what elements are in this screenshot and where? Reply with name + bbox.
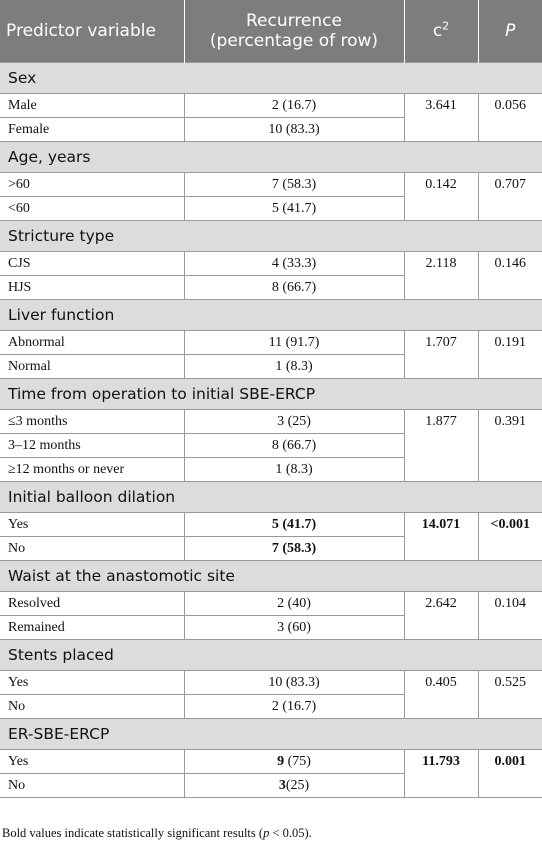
recurrence-percent: (75) [284,753,311,769]
table-body [0,63,542,798]
p-value: 0.191 [478,331,542,379]
row-label: No [0,537,184,561]
row-label: 3–12 months [0,434,184,458]
header-chi-base: c [432,21,443,41]
p-value: 0.391 [478,410,542,482]
p-value: 0.001 [478,750,542,798]
recurrence-value: 10 (83.3) [184,118,404,142]
table-header-row [0,0,542,63]
footnote-suffix: < 0.05). [269,826,312,840]
row-label: Resolved [0,592,184,616]
group-row [0,63,542,94]
row-label: Yes [0,671,184,695]
header-recurrence [184,0,404,63]
recurrence-value: 3 (25) [184,410,404,434]
table-row [0,410,542,434]
row-label: Yes [0,750,184,774]
group-title: Time from operation to initial SBE-ERCP [0,379,542,410]
group-row [0,719,542,750]
recurrence-count: 3 [278,777,286,793]
recurrence-value: 2 (16.7) [184,94,404,118]
recurrence-value: 2 (16.7) [184,695,404,719]
recurrence-value: 5 (41.7) [184,513,404,537]
recurrence-value: 8 (66.7) [184,276,404,300]
row-label: No [0,695,184,719]
group-row [0,379,542,410]
group-row [0,221,542,252]
group-title: ER-SBE-ERCP [0,719,542,750]
header-predictor-variable: Predictor variable [0,0,184,63]
footnote-p-symbol: p [263,826,270,840]
group-title: Stricture type [0,221,542,252]
recurrence-value: 1 (8.3) [184,355,404,379]
footnote-prefix: Bold values indicate statistically significant results ( [2,826,264,840]
recurrence-value: 11 (91.7) [184,331,404,355]
recurrence-value: 10 (83.3) [184,671,404,695]
row-label: ≥12 months or never [0,458,184,482]
table-row [0,252,542,276]
row-label: CJS [0,252,184,276]
recurrence-percent: (25) [285,777,310,793]
table-row [0,173,542,197]
recurrence-value: 1 (8.3) [184,458,404,482]
recurrence-value [184,774,404,798]
row-label: Yes [0,513,184,537]
header-recurrence-line1: Recurrence [246,11,342,31]
recurrence-value: 5 (41.7) [184,197,404,221]
row-label: Male [0,94,184,118]
recurrence-count: 9 [277,753,285,769]
recurrence-value: 4 (33.3) [184,252,404,276]
header-chi-sup: 2 [442,19,450,33]
group-title: Liver function [0,300,542,331]
footnote [2,826,312,841]
recurrence-value: 3 (60) [184,616,404,640]
row-label: Abnormal [0,331,184,355]
recurrence-value: 8 (66.7) [184,434,404,458]
group-title: Sex [0,63,542,94]
recurrence-value: 7 (58.3) [184,537,404,561]
p-value: 0.525 [478,671,542,719]
table-row [0,592,542,616]
chi-square-value: 3.641 [404,94,478,142]
row-label: Female [0,118,184,142]
group-row [0,561,542,592]
recurrence-value [184,750,404,774]
p-value: 0.146 [478,252,542,300]
p-value: 0.056 [478,94,542,142]
header-recurrence-line2: (percentage of row) [209,31,379,51]
header-chi-square [404,0,478,63]
chi-square-value: 2.642 [404,592,478,640]
chi-square-value: 11.793 [404,750,478,798]
row-label: Remained [0,616,184,640]
row-label: No [0,774,184,798]
chi-square-value: 0.405 [404,671,478,719]
group-row [0,300,542,331]
group-title: Initial balloon dilation [0,482,542,513]
row-label: Normal [0,355,184,379]
group-title: Stents placed [0,640,542,671]
chi-square-value: 1.707 [404,331,478,379]
table-row [0,671,542,695]
row-label: HJS [0,276,184,300]
group-row [0,142,542,173]
table-row [0,750,542,774]
table-row [0,94,542,118]
group-title: Age, years [0,142,542,173]
group-row [0,482,542,513]
p-value: 0.104 [478,592,542,640]
group-title: Waist at the anastomotic site [0,561,542,592]
row-label: <60 [0,197,184,221]
group-row [0,640,542,671]
recurrence-value: 2 (40) [184,592,404,616]
p-value: 0.707 [478,173,542,221]
chi-square-value: 1.877 [404,410,478,482]
header-p-value: P [478,0,542,63]
table-row [0,513,542,537]
row-label: ≤3 months [0,410,184,434]
recurrence-value: 7 (58.3) [184,173,404,197]
chi-square-value: 0.142 [404,173,478,221]
chi-square-value: 2.118 [404,252,478,300]
chi-square-value: 14.071 [404,513,478,561]
p-value: <0.001 [478,513,542,561]
table-row [0,331,542,355]
row-label: >60 [0,173,184,197]
